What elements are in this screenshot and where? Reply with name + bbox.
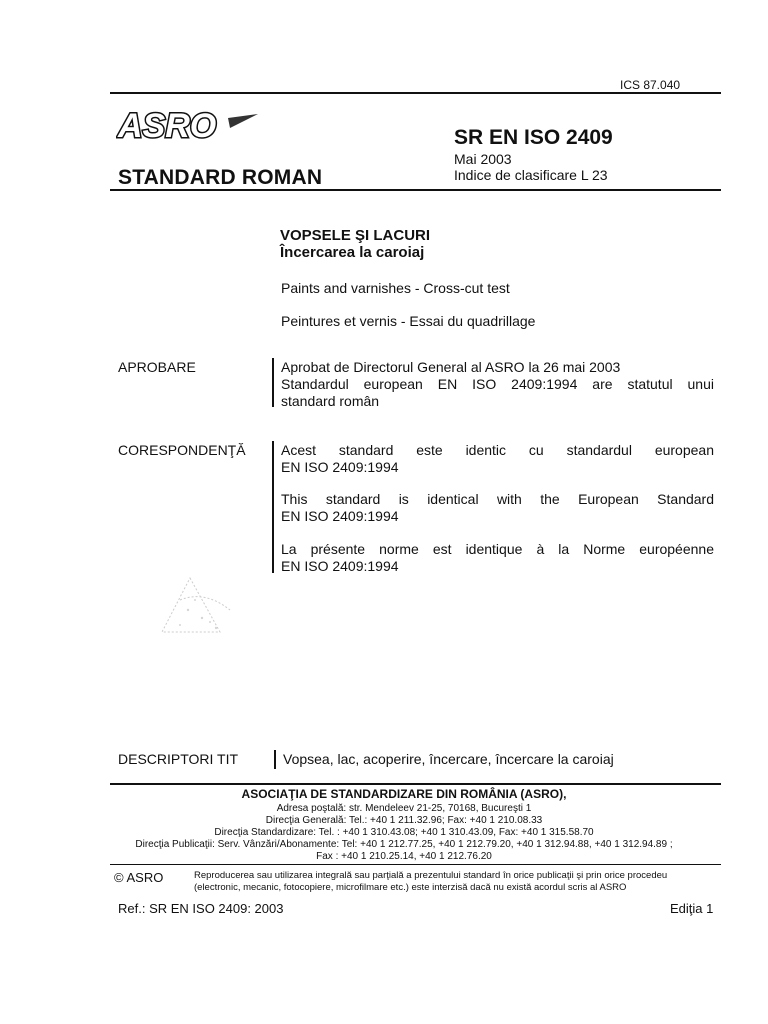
footer-address: Adresa poştală: str. Mendeleev 21-25, 70168, Bucureşti 1 bbox=[276, 803, 532, 814]
footer-standardizare: Direcţia Standardizare: Tel. : +40 1 310.43.08; +40 1 310.43.09, Fax: +40 1 315.58.70 bbox=[214, 827, 594, 838]
corespondenta-en-b: EN ISO 2409:1994 bbox=[281, 508, 399, 524]
corespondenta-en bbox=[281, 491, 714, 525]
standard-label: STANDARD ROMAN bbox=[118, 166, 323, 189]
reproduction-note bbox=[194, 870, 714, 893]
document-reference: Ref.: SR EN ISO 2409: 2003 bbox=[118, 901, 284, 916]
footer-rule-bottom bbox=[110, 864, 721, 865]
title-romanian-1: VOPSELE ŞI LACURI bbox=[280, 227, 431, 244]
aprobare-line-2a: Standardul european EN ISO 2409:1994 are statutul unui bbox=[281, 376, 714, 392]
corespondenta-label: CORESPONDENŢĂ bbox=[118, 442, 246, 458]
corespondenta-ro-b: EN ISO 2409:1994 bbox=[281, 459, 399, 475]
faded-stamp-image bbox=[150, 570, 250, 650]
corespondenta-bar bbox=[272, 441, 274, 573]
reproduction-note-line-1: Reproducerea sau utilizarea integrală sau parţială a prezentului standard în orice publicaţii şi prin orice procedeu bbox=[194, 870, 668, 881]
corespondenta-fr-b: EN ISO 2409:1994 bbox=[281, 558, 399, 574]
standard-code: SR EN ISO 2409 bbox=[454, 126, 613, 149]
reproduction-note-line-2: (electronic, mecanic, fotocopiere, microfilmare etc.) este interzisă dacă nu există acordul scris al ASRO bbox=[194, 881, 627, 893]
footer-fax: Fax : +40 1 210.25.14, +40 1 212.76.20 bbox=[316, 851, 492, 862]
descriptori-value: Vopsea, lac, acoperire, încercare, încercare la caroiaj bbox=[283, 751, 614, 767]
top-rule bbox=[110, 92, 721, 94]
header-rule bbox=[110, 189, 721, 191]
corespondenta-fr-a: La présente norme est identique à la Norme européenne bbox=[281, 541, 714, 557]
descriptori-bar bbox=[274, 750, 276, 769]
footer-publicatii: Direcţia Publicaţii: Serv. Vânzări/Abonamente: Tel: +40 1 212.77.25, +40 1 212.79.20, +40 1 312.94.88, +40 1 312.94.89 ; bbox=[135, 839, 673, 850]
footer-general: Direcţia Generală: Tel.: +40 1 211.32.96; Fax: +40 1 210.08.33 bbox=[265, 815, 543, 826]
aprobare-line-2b: standard român bbox=[281, 393, 380, 409]
aprobare-bar bbox=[272, 358, 274, 407]
asro-logo bbox=[116, 104, 258, 146]
footer-rule-top bbox=[110, 783, 721, 785]
classification-index: Indice de clasificare L 23 bbox=[454, 167, 608, 183]
standard-date: Mai 2003 bbox=[454, 151, 512, 167]
corespondenta-ro-a: Acest standard este identic cu standardul european bbox=[281, 442, 714, 458]
corespondenta-fr bbox=[281, 541, 714, 575]
descriptori-label: DESCRIPTORI TIT bbox=[118, 751, 239, 767]
corespondenta-ro bbox=[281, 442, 714, 476]
corespondenta-en-a: This standard is identical with the European Standard bbox=[281, 491, 714, 507]
ics-code: ICS 87.040 bbox=[620, 78, 681, 92]
footer-title: ASOCIAŢIA DE STANDARDIZARE DIN ROMÂNIA (ASRO), bbox=[241, 787, 567, 801]
copyright: © ASRO bbox=[114, 870, 164, 885]
asro-logo-text: ASRO bbox=[118, 107, 217, 145]
aprobare-text bbox=[281, 359, 714, 410]
edition: Ediţia 1 bbox=[670, 901, 714, 916]
aprobare-label: APROBARE bbox=[118, 359, 196, 375]
title-english: Paints and varnishes - Cross-cut test bbox=[281, 280, 510, 296]
title-french: Peintures et vernis - Essai du quadrillage bbox=[281, 313, 536, 329]
title-romanian-2: Încercarea la caroiaj bbox=[280, 244, 425, 261]
aprobare-line-1: Aprobat de Directorul General al ASRO la 26 mai 2003 bbox=[281, 359, 621, 375]
